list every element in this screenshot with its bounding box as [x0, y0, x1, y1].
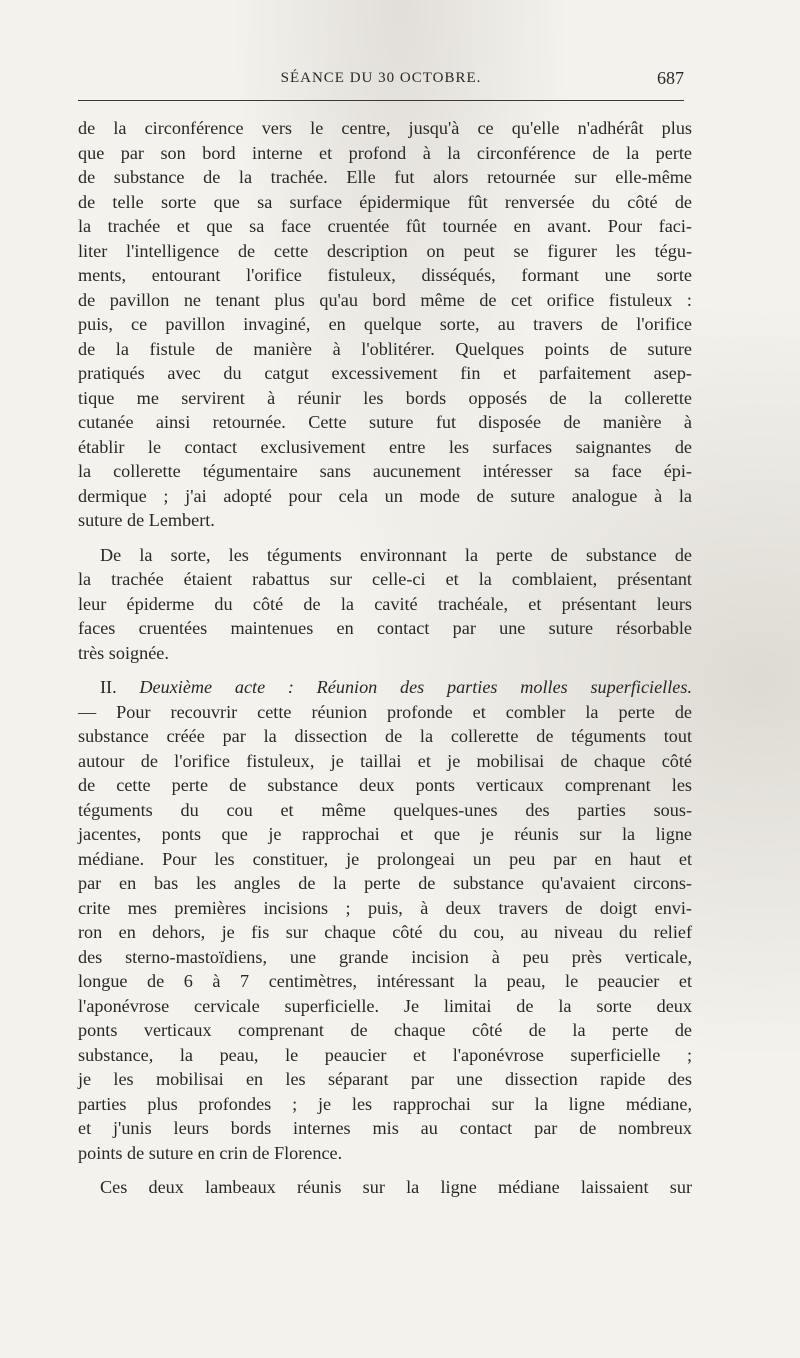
- text-line: et j'unis leurs bords internes mis au contact par de nombreux: [78, 1118, 692, 1138]
- page-number: 687: [657, 68, 684, 88]
- text-line: leur épiderme du côté de la cavité trachéale, et présentant leurs: [78, 593, 692, 614]
- text-line: — Pour recouvrir cette réunion profonde et combler la perte de: [78, 701, 692, 722]
- body-text: [78, 116, 692, 1200]
- text-line: que par son bord interne et profond à la circonférence de la perte: [78, 142, 692, 163]
- running-head: [78, 66, 684, 96]
- text-line: autour de l'orifice fistuleux, je taillai et je mobilisai de chaque côté: [78, 750, 692, 771]
- text-line: liter l'intelligence de cette description on peut se figurer les tégu-: [78, 240, 692, 261]
- text-line: cutanée ainsi retournée. Cette suture fut disposée de manière à: [78, 412, 692, 432]
- text-line: longue de 6 à 7 centimètres, intéressant la peau, le peaucier et: [78, 971, 692, 991]
- header-rule: [78, 100, 684, 101]
- text-line: la trachée étaient rabattus sur celle-ci et la comblaient, présentant: [78, 569, 692, 589]
- text-line: Ces deux lambeaux réunis sur la ligne médiane laissaient sur: [100, 1177, 692, 1197]
- text-line: faces cruentées maintenues en contact par une suture résorbable: [78, 618, 692, 638]
- text-line: des sterno-mastoïdiens, une grande incision à peu près verticale,: [78, 946, 692, 967]
- text-line: de pavillon ne tenant plus qu'au bord même de cet orifice fistuleux :: [78, 289, 692, 310]
- text-line: puis, ce pavillon invaginé, en quelque sorte, au travers de l'orifice: [78, 314, 692, 334]
- text-line: de telle sorte que sa surface épidermique fût renversée du côté de: [78, 191, 692, 212]
- text-line: l'aponévrose cervicale superficielle. Je limitai de la sorte deux: [78, 995, 692, 1016]
- text-line: la collerette tégumentaire sans aucunement intéresser sa face épi-: [78, 461, 692, 481]
- text-line: de la circonférence vers le centre, jusqu'à ce qu'elle n'adhérât plus: [78, 118, 692, 138]
- text-line: très soignée.: [78, 642, 169, 663]
- text-line: pratiqués avec du catgut excessivement fin et parfaitement asep-: [78, 363, 692, 383]
- text-line: la trachée et que sa face cruentée fût tournée en avant. Pour faci-: [78, 216, 692, 236]
- paragraph-gap: [78, 665, 692, 675]
- text-line: établir le contact exclusivement entre les surfaces saignantes de: [78, 436, 692, 457]
- text-line: téguments du cou et même quelques-unes des parties sous-: [78, 799, 692, 820]
- paragraph-4: [78, 1175, 692, 1200]
- paragraph-1: [78, 116, 692, 533]
- paragraph-2: [78, 543, 692, 666]
- section-number: II.: [100, 677, 117, 697]
- text-line: de cette perte de substance deux ponts verticaux comprenant les: [78, 775, 692, 795]
- text-line: médiane. Pour les constituer, je prolongeai un peu par en haut et: [78, 848, 692, 869]
- text-line: substance, la peau, le peaucier et l'aponévrose superficielle ;: [78, 1044, 692, 1065]
- text-line: De la sorte, les téguments environnant la perte de substance de: [100, 544, 692, 565]
- text-line: crite mes premières incisions ; puis, à deux travers de doigt envi-: [78, 897, 692, 918]
- section-title: Deuxième acte : Réunion des parties molles superficielles.: [139, 677, 692, 697]
- text-line: par en bas les angles de la perte de substance qu'avaient circons-: [78, 873, 692, 893]
- paragraph-3: [78, 675, 692, 1165]
- text-line: suture de Lembert.: [78, 510, 215, 530]
- text-line: points de suture en crin de Florence.: [78, 1142, 343, 1163]
- text-line: dermique ; j'ai adopté pour cela un mode de suture analogue à la: [78, 485, 692, 506]
- paragraph-gap: [78, 533, 692, 543]
- text-line: ron en dehors, je fis sur chaque côté du cou, au niveau du relief: [78, 922, 692, 942]
- text-line: jacentes, ponts que je rapprochai et que je réunis sur la ligne: [78, 824, 692, 844]
- text-line: de substance de la trachée. Elle fut alors retournée sur elle-même: [78, 167, 692, 187]
- text-line: parties plus profondes ; je les rapprochai sur la ligne médiane,: [78, 1093, 692, 1114]
- text-line: ponts verticaux comprenant de chaque côté de la perte de: [78, 1020, 692, 1040]
- text-line: substance créée par la dissection de la collerette de téguments tout: [78, 726, 692, 746]
- running-title: SÉANCE DU 30 OCTOBRE.: [280, 70, 482, 86]
- section-heading-line: [78, 675, 692, 700]
- paragraph-gap: [78, 1165, 692, 1175]
- text-line: de la fistule de manière à l'oblitérer. Quelques points de suture: [78, 338, 692, 359]
- text-line: je les mobilisai en les séparant par une dissection rapide des: [78, 1069, 692, 1089]
- text-line: tique me servirent à réunir les bords opposés de la collerette: [78, 387, 692, 408]
- text-line: ments, entourant l'orifice fistuleux, disséqués, formant une sorte: [78, 265, 692, 285]
